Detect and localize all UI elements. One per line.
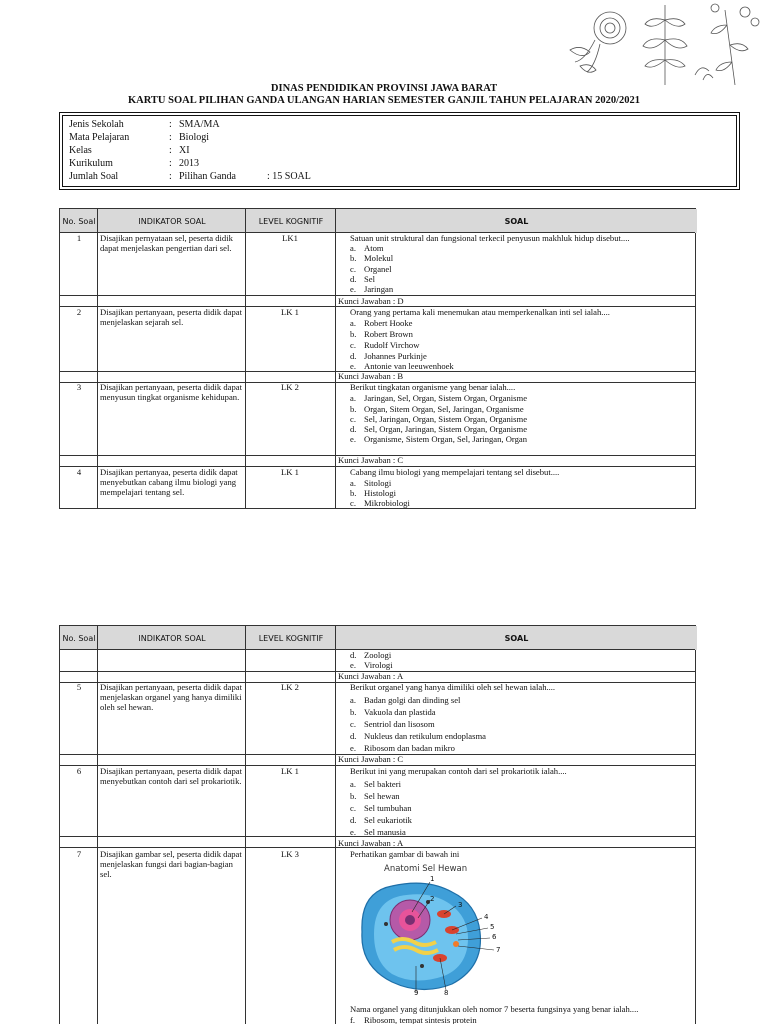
question-text: Perhatikan gambar di bawah ini <box>350 849 460 859</box>
document-header <box>0 83 768 107</box>
question-indikator: Disajikan pertanyaan, peserta didik dapat menyusun tingkat organisme kehidupan. <box>100 382 242 402</box>
question-indikator: Disajikan pertanyaa, peserta didik dapat menyebutkan cabang ilmu biologi yang mempelajari tentang sel. <box>100 467 238 497</box>
option: c. Organel <box>350 264 392 274</box>
option: e. Jaringan <box>350 284 394 294</box>
option: b. Sel hewan <box>350 791 400 801</box>
option: a. Badan golgi dan dinding sel <box>350 695 461 705</box>
figure-label: 8 <box>444 989 449 997</box>
option: b. Vakuola dan plastida <box>350 707 436 717</box>
answer-key: Kunci Jawaban : D <box>338 296 404 306</box>
option: b. Histologi <box>350 488 396 498</box>
question-no: 7 <box>76 849 82 859</box>
info-extra: : 15 SOAL <box>267 171 311 182</box>
header-level: LEVEL KOGNITIF <box>246 209 336 233</box>
figure-label: 7 <box>496 946 501 954</box>
option: e. Sel manusia <box>350 827 406 837</box>
header-line-2: KARTU SOAL PILIHAN GANDA ULANGAN HARIAN SEMESTER GANJIL TAHUN PELAJARAN 2020/2021 <box>127 95 641 106</box>
info-value: Pilihan Ganda <box>179 171 236 182</box>
option: a. Robert Hooke <box>350 318 413 328</box>
option: e. Antonie van leeuwenhoek <box>350 361 454 371</box>
info-colon: : <box>169 158 172 169</box>
figure-label: 6 <box>492 933 497 941</box>
answer-key: Kunci Jawaban : C <box>338 754 404 764</box>
question-no: 1 <box>76 233 82 243</box>
option: e. Virologi <box>350 660 393 670</box>
answer-key: Kunci Jawaban : A <box>338 671 404 681</box>
option: e. Organisme, Sistem Organ, Sel, Jaringan, Organ <box>350 434 528 444</box>
option: e. Ribosom dan badan mikro <box>350 743 455 753</box>
option: c. Mikrobiologi <box>350 498 410 508</box>
info-label: Jumlah Soal <box>69 171 119 182</box>
info-colon: : <box>169 171 172 182</box>
info-value: Biologi <box>179 132 210 143</box>
botanical-illustration <box>565 0 768 88</box>
header-soal: SOAL <box>336 209 697 233</box>
option: f. Ribosom, tempat sintesis protein <box>350 1015 477 1024</box>
option: d. Zoologi <box>350 650 392 660</box>
option: b. Organ, Sitem Organ, Sel, Jaringan, Organisme <box>350 404 524 414</box>
question-indikator: Disajikan gambar sel, peserta didik dapat menjelaskan fungsi dari bagian-bagian sel. <box>100 849 242 879</box>
figure-label: 4 <box>484 913 489 921</box>
header-soal: SOAL <box>336 626 697 650</box>
option: d. Sel eukariotik <box>350 815 412 825</box>
option: b. Molekul <box>350 253 394 263</box>
question-text: Berikut tingkatan organisme yang benar ialah.... <box>350 382 516 392</box>
question-no: 6 <box>76 766 82 776</box>
question-indikator: Disajikan pertanyaan, peserta didik dapat menjelaskan organel yang hanya dimiliki oleh sel hewan. <box>100 682 242 712</box>
question-indikator: Disajikan pernyataan sel, peserta didik dapat menjelaskan pengertian dari sel. <box>100 233 233 253</box>
info-box <box>59 112 740 190</box>
info-label: Mata Pelajaran <box>69 132 130 143</box>
info-colon: : <box>169 119 172 130</box>
figure-label: 9 <box>414 989 419 997</box>
figure-title: Anatomi Sel Hewan <box>384 864 468 874</box>
animal-cell-figure <box>352 862 510 998</box>
info-colon: : <box>169 132 172 143</box>
option: a. Sitologi <box>350 478 392 488</box>
question-level: LK1 <box>282 233 298 243</box>
option: c. Sel tumbuhan <box>350 803 412 813</box>
option: d. Johannes Purkinje <box>350 351 427 361</box>
option: d. Sel <box>350 274 375 284</box>
answer-key: Kunci Jawaban : B <box>338 371 404 381</box>
figure-label: 5 <box>490 923 495 931</box>
option: c. Sentriol dan lisosom <box>350 719 435 729</box>
question-no: 3 <box>76 382 82 392</box>
question-text: Orang yang pertama kali menemukan atau memperkenalkan inti sel ialah.... <box>350 307 610 317</box>
question-text: Berikut ini yang merupakan contoh dari sel prokariotik ialah.... <box>350 766 567 776</box>
question-text: Satuan unit struktural dan fungsional terkecil penyusun makhluk hidup disebut.... <box>350 233 630 243</box>
answer-key: Kunci Jawaban : C <box>338 455 404 465</box>
header-line-1: DINAS PENDIDIKAN PROVINSI JAWA BARAT <box>270 83 498 94</box>
option: d. Nukleus dan retikulum endoplasma <box>350 731 486 741</box>
option: c. Sel, Jaringan, Organ, Sistem Organ, Organisme <box>350 414 528 424</box>
info-value: SMA/MA <box>179 119 220 130</box>
header-indikator: INDIKATOR SOAL <box>98 209 246 233</box>
question-level: LK 2 <box>281 382 299 392</box>
option: c. Rudolf Virchow <box>350 340 420 350</box>
question-no: 4 <box>76 467 82 477</box>
info-colon: : <box>169 145 172 156</box>
info-value: 2013 <box>179 158 199 169</box>
option: a. Jaringan, Sel, Organ, Sistem Organ, Organisme <box>350 393 528 403</box>
question-no: 5 <box>76 682 82 692</box>
header-indikator: INDIKATOR SOAL <box>98 626 246 650</box>
question-text: Cabang ilmu biologi yang mempelajari tentang sel disebut.... <box>350 467 560 477</box>
info-label: Jenis Sekolah <box>69 119 124 130</box>
option: a. Sel bakteri <box>350 779 401 789</box>
figure-label: 3 <box>458 901 463 909</box>
question-level: LK 1 <box>281 307 299 317</box>
option: d. Sel, Organ, Jaringan, Sistem Organ, Organisme <box>350 424 528 434</box>
header-no: No. Soal <box>60 209 98 233</box>
question-text-2: Nama organel yang ditunjukkan oleh nomor 7 beserta fungsinya yang benar ialah.... <box>350 1004 639 1014</box>
header-no: No. Soal <box>60 626 98 650</box>
question-level: LK 2 <box>281 682 299 692</box>
info-value: XI <box>179 145 190 156</box>
question-indikator: Disajikan pertanyaan, peserta didik dapat menyebutkan contoh dari sel prokariotik. <box>100 766 242 786</box>
info-label: Kurikulum <box>69 158 113 169</box>
question-level: LK 3 <box>281 849 299 859</box>
option: b. Robert Brown <box>350 329 413 339</box>
question-indikator: Disajikan pertanyaan, peserta didik dapat menjelaskan sejarah sel. <box>100 307 242 327</box>
figure-label: 1 <box>430 875 435 883</box>
question-level: LK 1 <box>281 467 299 477</box>
option: a. Atom <box>350 243 384 253</box>
question-level: LK 1 <box>281 766 299 776</box>
question-text: Berikut organel yang hanya dimiliki oleh sel hewan ialah.... <box>350 682 556 692</box>
header-level: LEVEL KOGNITIF <box>246 626 336 650</box>
info-label: Kelas <box>69 145 92 156</box>
question-no: 2 <box>76 307 82 317</box>
figure-label: 2 <box>430 895 435 903</box>
answer-key: Kunci Jawaban : A <box>338 838 404 848</box>
